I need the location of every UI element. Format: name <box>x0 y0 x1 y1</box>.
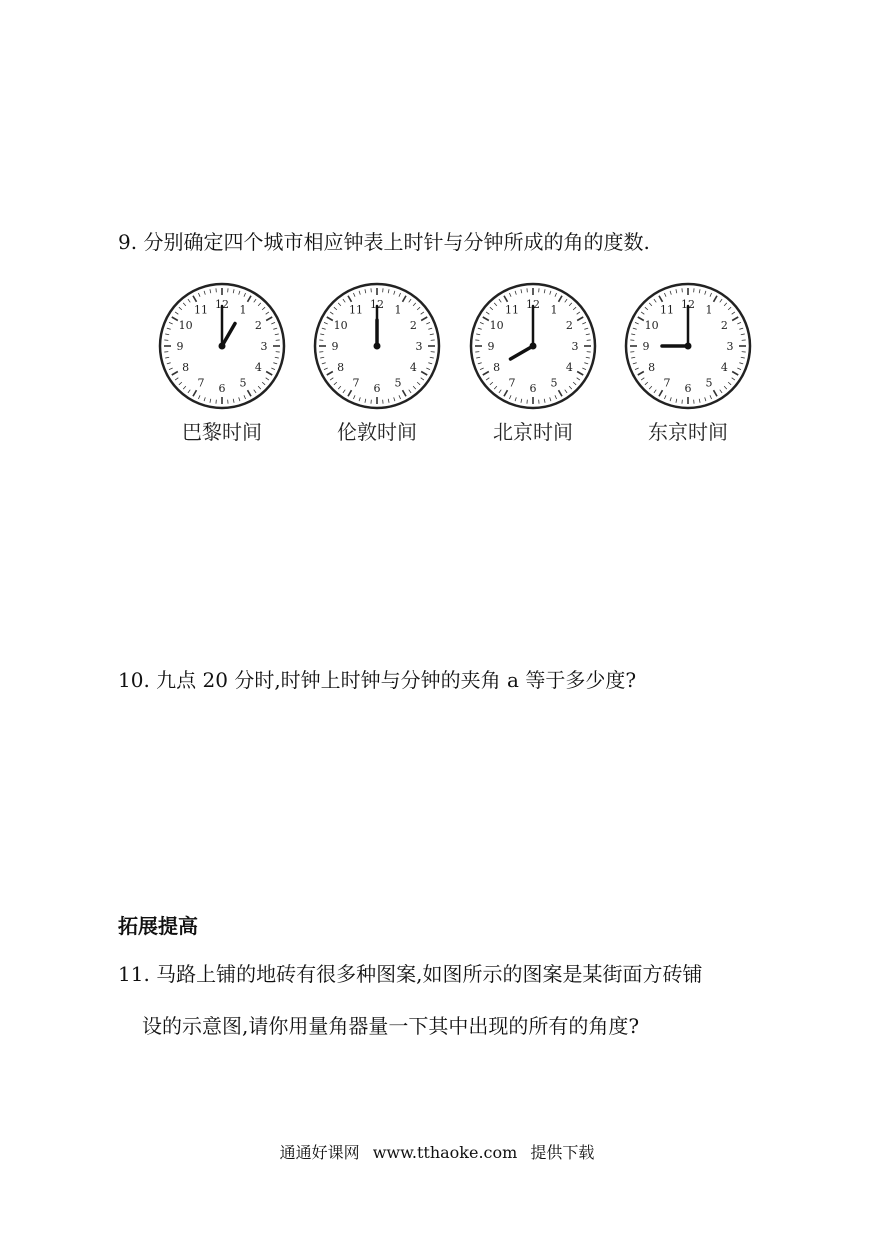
clock-numeral: 7 <box>663 376 671 390</box>
clock-caption-london: 伦敦时间 <box>337 420 417 444</box>
clock-numeral: 8 <box>337 361 345 374</box>
clock-numeral: 9 <box>331 340 339 353</box>
clock-numeral: 2 <box>254 319 262 332</box>
clock-numeral: 3 <box>571 340 579 353</box>
clock-numeral: 9 <box>642 340 650 353</box>
clock-numeral: 1 <box>705 303 713 317</box>
clock-center <box>685 343 692 350</box>
clock-numeral: 7 <box>197 376 205 390</box>
clock-numeral: 2 <box>565 319 573 332</box>
clock-numeral: 12 <box>526 298 540 311</box>
section-heading: 拓展提高 <box>118 914 198 938</box>
footer-site: 通通好课网 <box>279 1143 360 1162</box>
clock-numeral: 4 <box>565 361 573 374</box>
clock-numeral: 11 <box>349 303 363 317</box>
clock-numeral: 4 <box>720 361 728 374</box>
clock-paris <box>156 280 288 412</box>
clock-center <box>219 343 226 350</box>
clock-numeral: 4 <box>254 361 262 374</box>
clock-numeral: 8 <box>182 361 190 374</box>
clock-numeral: 12 <box>681 298 695 311</box>
clock-numeral: 12 <box>215 298 229 311</box>
clock-numeral: 4 <box>409 361 417 374</box>
footer-url[interactable]: www.tthaoke.com <box>372 1143 518 1162</box>
clock-numeral: 9 <box>487 340 495 353</box>
clock-numeral: 12 <box>370 298 384 311</box>
clock-numeral: 10 <box>644 319 659 332</box>
clock-numeral: 5 <box>239 376 247 390</box>
clock-caption-tokyo: 东京时间 <box>648 420 728 444</box>
clock-beijing <box>467 280 599 412</box>
clock-center <box>530 343 537 350</box>
clock-london <box>311 280 443 412</box>
question-11-line-1: 11. 马路上铺的地砖有很多种图案,如图所示的图案是某街面方砖铺 <box>118 962 703 986</box>
clock-numeral: 8 <box>493 361 501 374</box>
clock-numeral: 3 <box>415 340 423 353</box>
clock-numeral: 5 <box>550 376 558 390</box>
question-11-line-2: 设的示意图,请你用量角器量一下其中出现的所有的角度? <box>142 1014 640 1038</box>
clock-numeral: 5 <box>705 376 713 390</box>
footer-note: 提供下载 <box>530 1143 595 1162</box>
question-10: 10. 九点 20 分时,时钟上时钟与分钟的夹角 a 等于多少度? <box>118 668 637 692</box>
clock-numeral: 1 <box>239 303 247 317</box>
clock-numeral: 10 <box>333 319 348 332</box>
clock-numeral: 7 <box>352 376 360 390</box>
clock-caption-beijing: 北京时间 <box>493 420 573 444</box>
clock-numeral: 2 <box>409 319 417 332</box>
clock-center <box>374 343 381 350</box>
clock-numeral: 9 <box>176 340 184 353</box>
footer <box>0 1140 874 1163</box>
clock-numeral: 10 <box>178 319 193 332</box>
question-9: 9. 分别确定四个城市相应钟表上时针与分钟所成的角的度数. <box>118 230 650 254</box>
clock-numeral: 11 <box>660 303 674 317</box>
clock-tokyo <box>622 280 754 412</box>
clock-numeral: 6 <box>529 382 537 395</box>
clock-numeral: 11 <box>505 303 519 317</box>
clock-numeral: 8 <box>648 361 656 374</box>
clock-numeral: 2 <box>720 319 728 332</box>
clock-numeral: 7 <box>508 376 516 390</box>
clock-numeral: 6 <box>218 382 226 395</box>
clock-numeral: 1 <box>394 303 402 317</box>
clock-numeral: 1 <box>550 303 558 317</box>
clock-numeral: 11 <box>194 303 208 317</box>
clock-numeral: 3 <box>726 340 734 353</box>
clock-numeral: 6 <box>684 382 692 395</box>
clock-caption-paris: 巴黎时间 <box>182 420 262 444</box>
clock-numeral: 3 <box>260 340 268 353</box>
clock-numeral: 5 <box>394 376 402 390</box>
clock-numeral: 6 <box>373 382 381 395</box>
clock-numeral: 10 <box>489 319 504 332</box>
